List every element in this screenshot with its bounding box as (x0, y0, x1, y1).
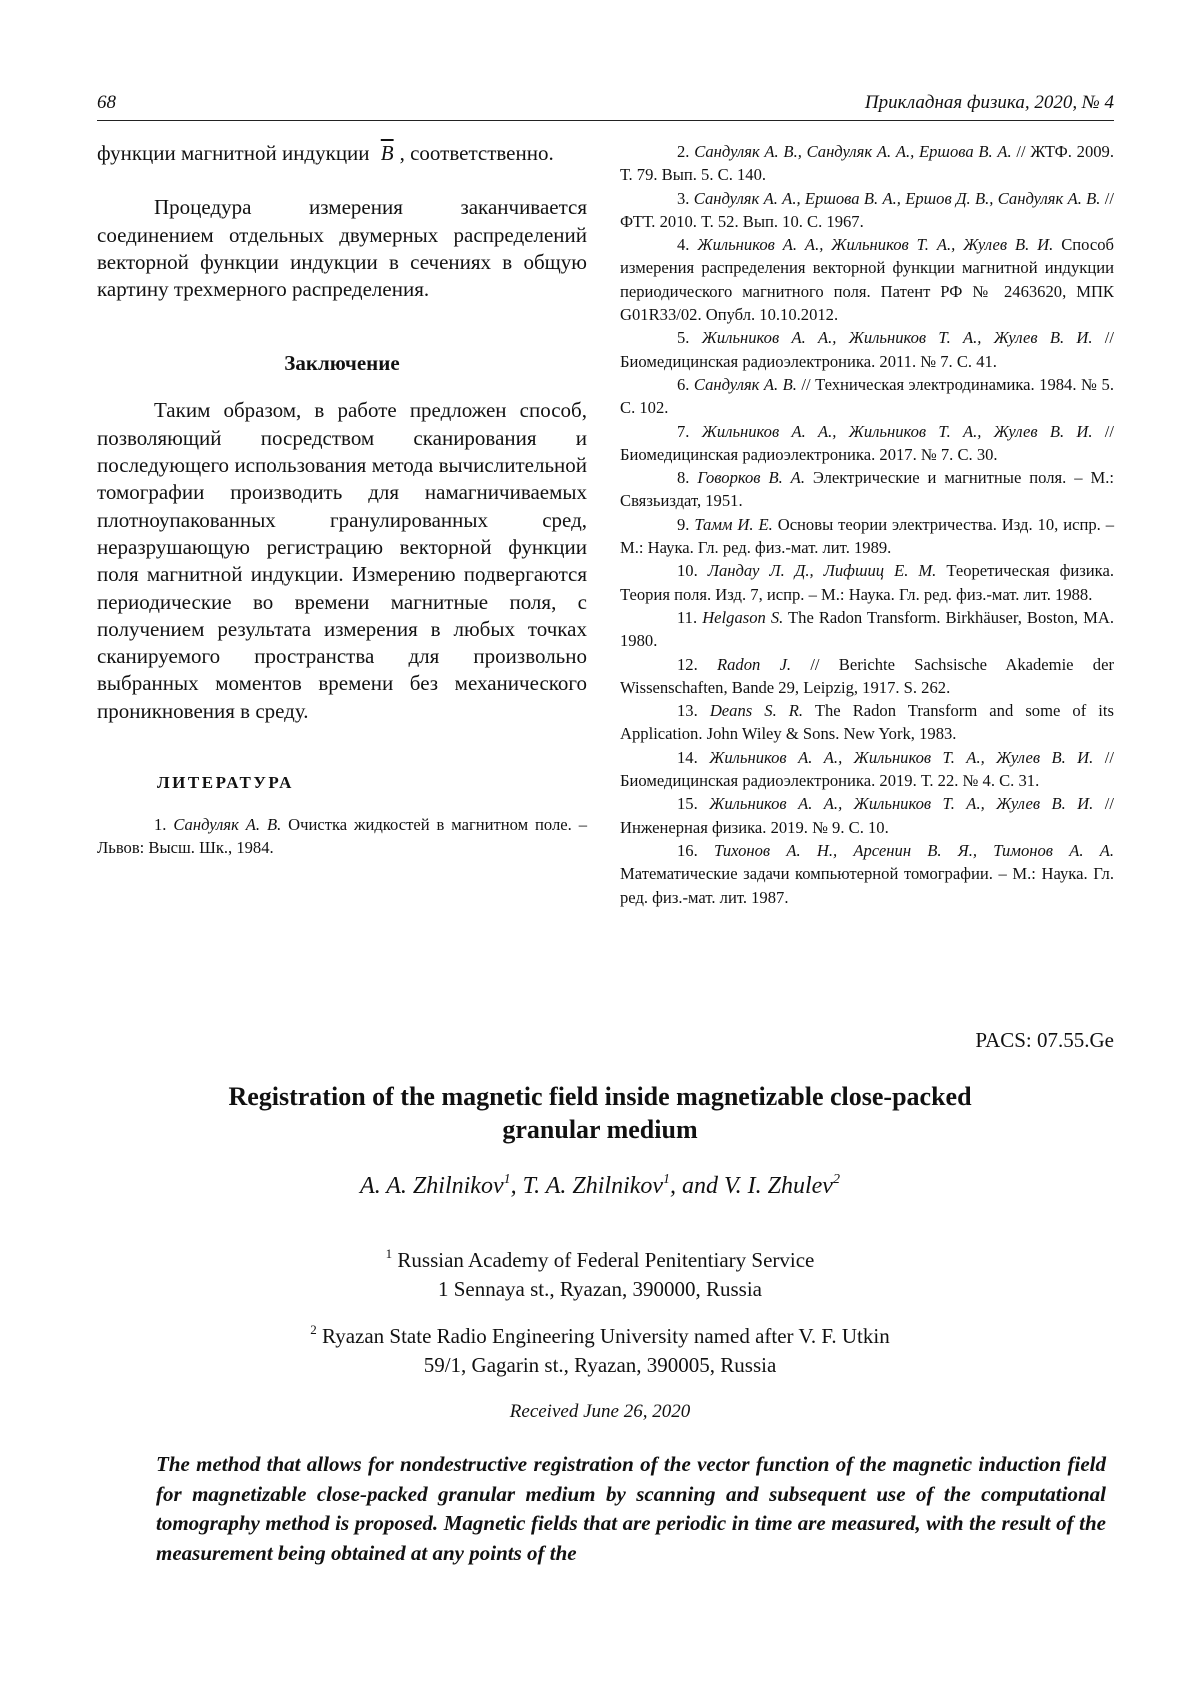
conclusion-text: Таким образом, в работе предложен способ, позволяющий посредством сканирования и последующего использования метода вычислительной томографии производить для намагничиваемых плотноупакованных гранулированных сред, неразрушающую регистрацию векторной функции поля магнитной индукции. Измерению подвергаются периодические во времени магнитные поля, с получением результата измерения в любых точках сканируемого пространства для произвольно выбранных моментов времени без механического проникновения в среду. (97, 398, 587, 723)
reference-authors: Жильников А. А., Жильников Т. А., Жулев В. И. (697, 235, 1054, 255)
references-heading: ЛИТЕРАТУРА (157, 773, 294, 793)
reference-item: 9. Тамм И. Е. Основы теории электричества. Изд. 10, испр. – М.: Наука. Гл. ред. физ.-мат. лит. 1989. (620, 514, 1115, 558)
running-header (97, 92, 1114, 121)
reference-item: 12. Radon J. // Berichte Sachsische Akademie der Wissenschaften, Bande 29, Leipzig, 1917. S. 262. (620, 654, 1114, 697)
reference-authors: Говорков В. А. (697, 468, 805, 488)
author-name: A. A. Zhilnikov (360, 1173, 504, 1199)
reference-authors: Radon J. (717, 654, 792, 674)
reference-item: 16. Тихонов А. Н., Арсенин В. Я., Тимонов А. А. Математические задачи компьютерной томографии. – М.: Наука. Гл. ред. физ.-мат. лит. 1987. (620, 840, 1114, 907)
journal-reference: Прикладная физика, 2020, № 4 (864, 92, 1114, 113)
reference-list-right (620, 140, 1114, 909)
left-column (97, 140, 587, 860)
reference-authors: Helgason S. (702, 607, 784, 627)
reference-item: 10. Ландау Л. Д., Лифшиц Е. М. Теоретическая физика. Теория поля. Изд. 7, испр. – М.: Наука. Гл. ред. физ.-мат. лит. 1988. (620, 561, 1115, 604)
author-list: A. A. Zhilnikov$^1$, T. A. Zhilnikov$^1$, and V. I. Zhulev$^2$ (360, 1172, 840, 1199)
reference-item: 15. Жильников А. А., Жильников Т. А., Жулев В. И. // Инженерная физика. 2019. № 9. С. 10. (620, 794, 1114, 837)
reference-item: 8. Говорков В. А. Электрические и магнитные поля. – М.: Связьиздат, 1951. (620, 468, 1114, 511)
vector-b-symbol: $\overline{B}$ (380, 141, 394, 165)
author-name: T. A. Zhilnikov (522, 1173, 664, 1199)
page-number: 68 (97, 92, 116, 113)
reference-authors: Сандуляк А. В. (693, 374, 797, 394)
reference-item: 1. Сандуляк А. В. Очистка жидкостей в магнитном поле. – Львов: Высш. Шк., 1984. (97, 815, 587, 858)
reference-item: 3. Сандуляк А. А., Ершова В. А., Ершов Д. В., Сандуляк А. В. // ФТТ. 2010. Т. 52. Вып. 10. С. 1967. (620, 188, 1114, 231)
reference-item: 14. Жильников А. А., Жильников Т. А., Жулев В. И. // Биомедицинская радиоэлектроника. 2019. Т. 22. № 4. С. 31. (620, 747, 1114, 791)
reference-item: 11. Helgason S. The Radon Transform. Birkhäuser, Boston, MA. 1980. (620, 607, 1114, 651)
reference-item: 13. Deans S. R. The Radon Transform and some of its Application. John Wiley & Sons. New York, 1983. (620, 701, 1114, 744)
reference-authors: Сандуляк А. В. (173, 815, 282, 835)
reference-item: 5. Жильников А. А., Жильников Т. А., Жулев В. И. // Биомедицинская радиоэлектроника. 2011. № 7. С. 41. (620, 328, 1114, 371)
reference-authors: Deans S. R. (709, 701, 804, 721)
abstract: The method that allows for nondestructive registration of the vector function of the magnetic induction field for magnetizable close-packed granular medium by scanning and subsequent use of the computational tomography method is proposed. Magnetic fields that are periodic in time are measured, with the result of the measurement being obtained at any points of the (156, 1452, 1106, 1565)
reference-item: 4. Жильников А. А., Жильников Т. А., Жулев В. И. Способ измерения распределения векторной функции магнитной индукции периодического магнитного поля. Патент РФ № 2463620, МПК G01R33/02. Опубл. 10.10.2012. (620, 235, 1114, 325)
english-title: Registration of the magnetic field inside magnetizable close-packed granular medium (228, 1082, 972, 1144)
author-name: V. I. Zhulev (724, 1173, 833, 1199)
paragraph-procedure: Процедура измерения заканчивается соединением отдельных двумерных распределений векторной функции индукции в сечениях в общую картину трехмерного распределения. (97, 195, 587, 302)
reference-list-left (97, 813, 587, 860)
affiliation-2: $^2$ Ryazan State Radio Engineering University named after V. F. Utkin 59/1, Gagarin st., Ryazan, 390005, Russia (310, 1322, 890, 1377)
affiliation-1: $^1$ Russian Academy of Federal Penitentiary Service 1 Sennaya st., Ryazan, 390000, Russia (385, 1246, 815, 1301)
reference-item: 2. Сандуляк А. В., Сандуляк А. А., Ершова В. А. // ЖТФ. 2009. Т. 79. Вып. 5. С. 140. (620, 142, 1114, 185)
pacs-code: PACS: 07.55.Ge (975, 1028, 1114, 1052)
reference-authors: Тамм И. Е. (694, 514, 773, 534)
reference-authors: Ландау Л. Д., Лифшиц Е. М. (707, 561, 937, 581)
reference-authors: Жильников А. А., Жильников Т. А., Жулев В. И. (701, 421, 1093, 441)
reference-authors: Сандуляк А. В., Сандуляк А. А., Ершова В. А. (694, 142, 1012, 161)
reference-authors: Жильников А. А., Жильников Т. А., Жулев В. И. (709, 794, 1094, 814)
reference-authors: Жильников А. А., Жильников Т. А., Жулев В. И. (701, 328, 1093, 348)
reference-item: 7. Жильников А. А., Жильников Т. А., Жулев В. И. // Биомедицинская радиоэлектроника. 2017. № 7. С. 30. (620, 421, 1114, 464)
reference-authors: Жильников А. А., Жильников Т. А., Жулев В. И. (709, 747, 1094, 767)
reference-authors: Тихонов А. Н., Арсенин В. Я., Тимонов А. А. (713, 840, 1114, 860)
paragraph-induction: функции магнитной индукции $\overline{B}$ , соответственно. (97, 141, 554, 165)
reference-authors: Сандуляк А. А., Ершова В. А., Ершов Д. В., Сандуляк А. В. (693, 188, 1101, 208)
received-date: Received June 26, 2020 (509, 1401, 691, 1422)
conclusion-heading: Заключение (284, 351, 400, 376)
reference-item: 6. Сандуляк А. В. // Техническая электродинамика. 1984. № 5. С. 102. (620, 374, 1114, 418)
